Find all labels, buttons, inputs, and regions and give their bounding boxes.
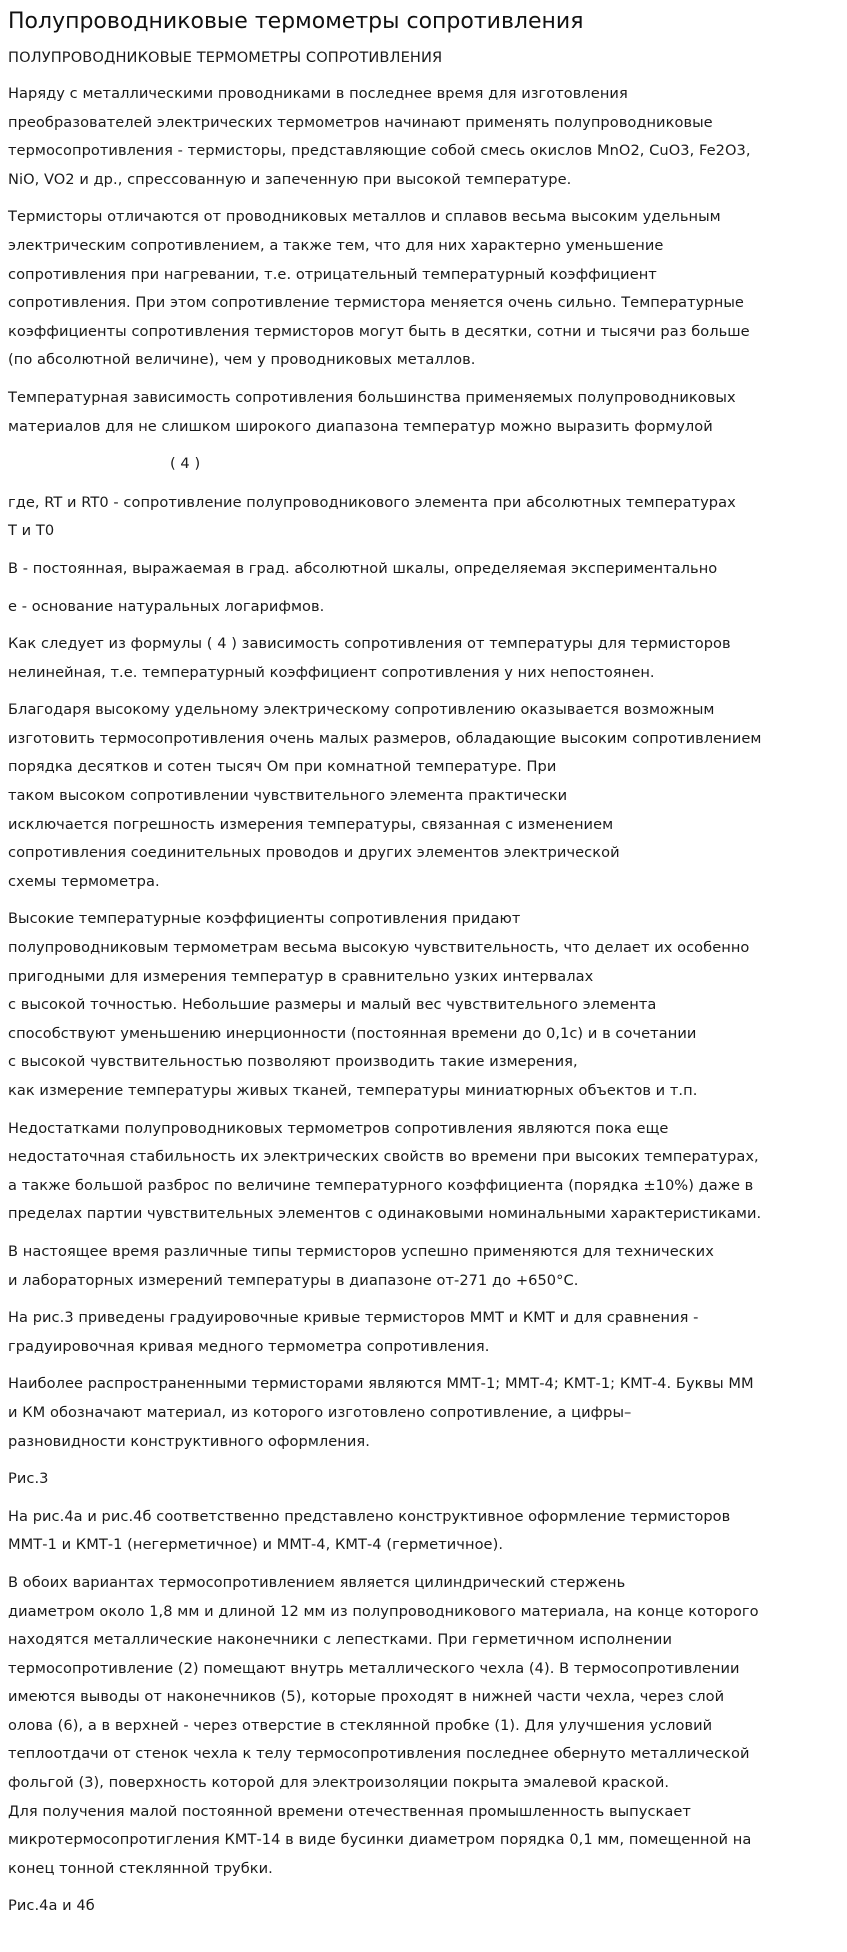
paragraph-small-size xyxy=(8,696,839,896)
text-line: исключается погрешность измерения температуры, связанная с изменением xyxy=(8,815,614,833)
text-line: теплоотдачи от стенок чехла к телу термосопротивления последнее обернуто металлической xyxy=(8,1745,750,1763)
text-line: пределах партии чувствительных элементов с одинаковыми номинальными характеристиками. xyxy=(8,1205,762,1223)
figure-caption-4 xyxy=(8,1892,839,1921)
text-line: Высокие температурные коэффициенты сопротивления придают xyxy=(8,910,521,928)
paragraph-applications xyxy=(8,1238,839,1295)
text-line: Термисторы отличаются от проводниковых металлов и сплавов весьма высоким удельным xyxy=(8,208,721,226)
text-line: Наиболее распространенными термисторами являются ММТ-1; ММТ-4; КМТ-1; КМТ-4. Буквы ММ xyxy=(8,1375,754,1393)
paragraph-intro xyxy=(8,80,839,194)
text-line: а также большой разброс по величине температурного коэффициента (порядка ±10%) даже в xyxy=(8,1176,754,1194)
text-line: олова (6), а в верхней - через отверстие в стеклянной пробке (1). Для улучшения условий xyxy=(8,1716,713,1734)
text-line: NiO, VO2 и др., спрессованную и запеченную при высокой температуре. xyxy=(8,170,572,188)
text-line: с высокой точностью. Небольшие размеры и малый вес чувствительного элемента xyxy=(8,996,657,1014)
text-line: фольгой (3), поверхность которой для электроизоляции покрыта эмалевой краской. xyxy=(8,1774,670,1792)
text-line: На рис.4а и рис.4б соответственно представлено конструктивное оформление термисторов xyxy=(8,1507,731,1525)
paragraph-common-types xyxy=(8,1370,839,1456)
paragraph-disadvantages xyxy=(8,1115,839,1229)
text-line: Рис.4а и 4б xyxy=(8,1897,95,1915)
text-line: термосопротивление (2) помещают внутрь металлического чехла (4). В термосопротивлении xyxy=(8,1659,740,1677)
paragraph-construction-details xyxy=(8,1569,839,1884)
text-line: имеются выводы от наконечников (5), которые проходят в нижней части чехла, через слой xyxy=(8,1688,725,1706)
paragraph-construction xyxy=(8,1503,839,1560)
text-line: где, RT и RT0 - сопротивление полупроводникового элемента при абсолютных температурах xyxy=(8,493,736,511)
figure-caption-3 xyxy=(8,1465,839,1494)
text-line: сопротивления. При этом сопротивление термистора меняется очень сильно. Температурные xyxy=(8,294,744,312)
text-line: микротермосопротигления КМТ-14 в виде бусинки диаметром порядка 0,1 мм, помещенной на xyxy=(8,1831,752,1849)
text-line: преобразователей электрических термометров начинают применять полупроводниковые xyxy=(8,113,713,131)
text-line: Недостатками полупроводниковых термометров сопротивления являются пока еще xyxy=(8,1119,669,1137)
text-line: диаметром около 1,8 мм и длиной 12 мм из полупроводникового материала, на конце которого xyxy=(8,1602,759,1620)
text-line: пригодными для измерения температур в сравнительно узких интервалах xyxy=(8,967,594,985)
text-line: разновидности конструктивного оформления. xyxy=(8,1432,370,1450)
text-line: изготовить термосопротивления очень малых размеров, обладающие высоким сопротивлением xyxy=(8,729,762,747)
text-line: нелинейная, т.е. температурный коэффициент сопротивления у них непостоянен. xyxy=(8,663,655,681)
text-line: сопротивления при нагревании, т.е. отрицательный температурный коэффициент xyxy=(8,265,657,283)
text-line: (по абсолютной величине), чем у проводниковых металлов. xyxy=(8,351,476,369)
text-line: недостаточная стабильность их электрических свойств во времени при высоких температурах, xyxy=(8,1148,759,1166)
text-line: схемы термометра. xyxy=(8,872,160,890)
document-subtitle: ПОЛУПРОВОДНИКОВЫЕ ТЕРМОМЕТРЫ СОПРОТИВЛЕНИЯ xyxy=(8,49,443,66)
text-line: таком высоком сопротивлении чувствительного элемента практически xyxy=(8,787,568,805)
paragraph-temperature-dependence xyxy=(8,384,839,441)
text-line: находятся металлические наконечники с лепестками. При герметичном исполнении xyxy=(8,1631,672,1649)
text-line: и лабораторных измерений температуры в диапазоне от-271 до +650°С. xyxy=(8,1271,579,1289)
paragraph-where xyxy=(8,489,839,546)
paragraph-thermistor-properties xyxy=(8,203,839,375)
text-line: как измерение температуры живых тканей, температуры миниатюрных объектов и т.п. xyxy=(8,1082,698,1099)
text-line: Т и Т0 xyxy=(8,522,55,540)
text-line: термосопротивления - термисторы, представляющие собой смесь окислов MnO2, CuO3, Fe2O3, xyxy=(8,142,751,160)
text-line: Для получения малой постоянной времени отечественная промышленность выпускает xyxy=(8,1802,691,1820)
paragraph-calibration-curves xyxy=(8,1304,839,1361)
paragraph-constant-e xyxy=(8,593,839,622)
text-line: сопротивления соединительных проводов и других элементов электрической xyxy=(8,844,620,862)
text-line: Наряду с металлическими проводниками в последнее время для изготовления xyxy=(8,85,628,102)
text-line: электрическим сопротивлением, а также тем, что для них характерно уменьшение xyxy=(8,236,664,254)
text-line: е - основание натуральных логарифмов. xyxy=(8,597,325,615)
text-line: способствуют уменьшению инерционности (постоянная времени до 0,1с) и в сочетании xyxy=(8,1024,697,1042)
text-line: Рис.3 xyxy=(8,1470,49,1488)
text-line: материалов для не слишком широкого диапазона температур можно выразить формулой xyxy=(8,417,713,435)
page-title: Полупроводниковые термометры сопротивления xyxy=(8,9,584,34)
text-line: Как следует из формулы ( 4 ) зависимость сопротивления от температуры для термисторов xyxy=(8,635,731,653)
text-line: В настоящее время различные типы термисторов успешно применяются для технических xyxy=(8,1242,714,1260)
text-line: Температурная зависимость сопротивления большинства применяемых полупроводниковых xyxy=(8,388,736,406)
text-line: конец тонной стеклянной трубки. xyxy=(8,1859,273,1877)
text-line: полупроводниковым термометрам весьма высокую чувствительность, что делает их особенно xyxy=(8,939,750,957)
text-line: порядка десятков и сотен тысяч Ом при комнатной температуре. При xyxy=(8,758,557,776)
text-line: градуировочная кривая медного термометра сопротивления. xyxy=(8,1337,490,1355)
formula-number: ( 4 ) xyxy=(170,455,201,473)
paragraph-constant-b xyxy=(8,555,839,584)
text-line: с высокой чувствительностью позволяют производить такие измерения, xyxy=(8,1053,578,1071)
text-line: На рис.3 приведены градуировочные кривые термисторов ММТ и КМТ и для сравнения - xyxy=(8,1309,699,1327)
text-line: коэффициенты сопротивления термисторов могут быть в десятки, сотни и тысячи раз больше xyxy=(8,322,750,340)
text-line: ММТ-1 и КМТ-1 (негерметичное) и ММТ-4, КМТ-4 (герметичное). xyxy=(8,1536,504,1554)
text-line: В обоих вариантах термосопротивлением является цилиндрический стержень xyxy=(8,1573,626,1591)
text-line: и КМ обозначают материал, из которого изготовлено сопротивление, а цифры– xyxy=(8,1403,632,1421)
paragraph-sensitivity xyxy=(8,905,839,1105)
text-line: Благодаря высокому удельному электрическому сопротивлению оказывается возможным xyxy=(8,701,715,719)
text-line: В - постоянная, выражаемая в град. абсолютной шкалы, определяемая экспериментально xyxy=(8,559,718,577)
paragraph-nonlinear xyxy=(8,630,839,687)
